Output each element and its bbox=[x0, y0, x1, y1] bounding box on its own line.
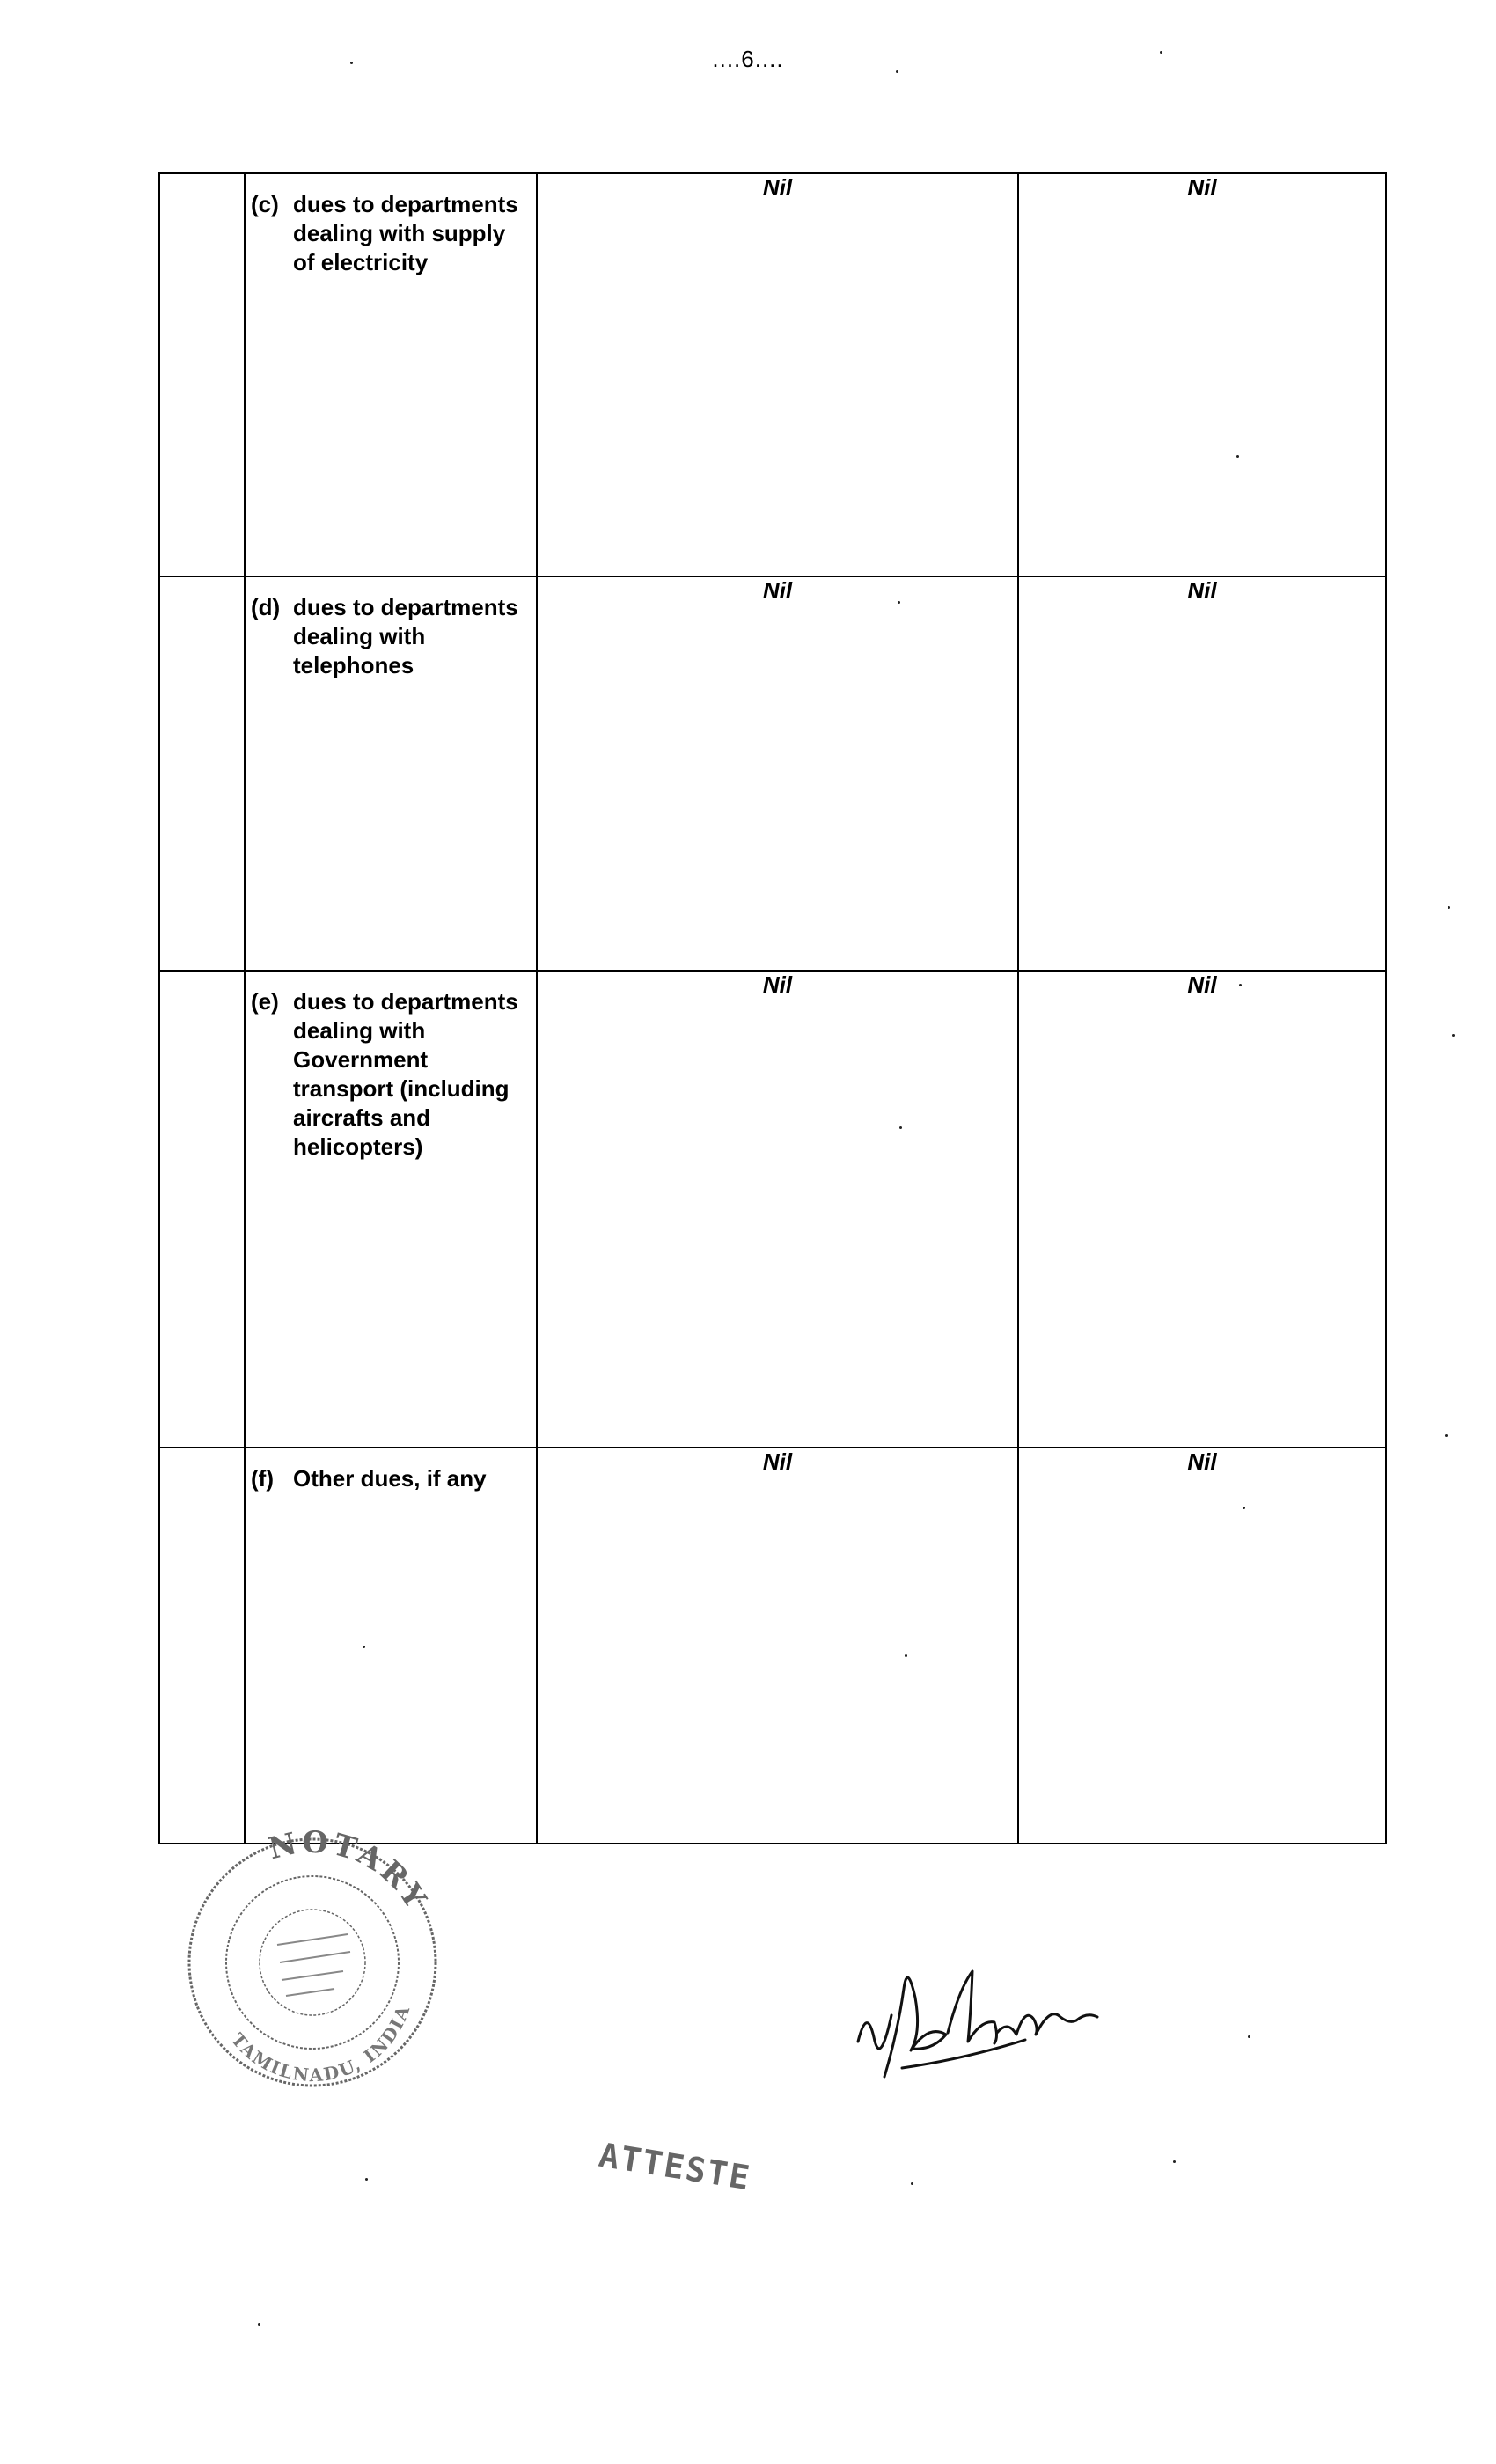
item-letter: (f) bbox=[251, 1465, 274, 1492]
svg-text:NOTARY bbox=[265, 1830, 434, 1918]
scan-speck bbox=[1452, 1034, 1455, 1037]
notary-seal bbox=[167, 1830, 458, 2094]
svg-text:TAMILNADU, INDIA bbox=[227, 2001, 414, 2086]
value-cell bbox=[537, 576, 1018, 971]
serial-cell bbox=[159, 971, 245, 1448]
serial-cell bbox=[159, 173, 245, 576]
scan-speck bbox=[365, 2178, 368, 2181]
value-text: Nil bbox=[762, 972, 793, 998]
seal-top-text: NOTARY bbox=[265, 1830, 435, 1918]
scan-speck bbox=[1248, 2035, 1250, 2038]
value-text: Nil bbox=[762, 1448, 793, 1475]
item-cell bbox=[245, 971, 537, 1448]
scan-speck bbox=[350, 62, 353, 64]
item-description: dues to departments dealing with telephones bbox=[293, 594, 518, 678]
scan-speck bbox=[1239, 984, 1242, 986]
scan-speck bbox=[1173, 2160, 1176, 2163]
signature bbox=[849, 1936, 1113, 2086]
value-cell bbox=[1018, 576, 1386, 971]
value-text: Nil bbox=[762, 174, 793, 201]
table-row bbox=[159, 173, 1386, 576]
scan-speck bbox=[898, 601, 900, 604]
serial-cell bbox=[159, 576, 245, 971]
scan-speck bbox=[363, 1646, 365, 1648]
seal-bottom-text: TAMILNADU, INDIA bbox=[226, 2001, 414, 2086]
scan-speck bbox=[1243, 1507, 1245, 1509]
scan-speck bbox=[258, 2323, 260, 2326]
item-letter: (e) bbox=[251, 988, 279, 1015]
serial-cell bbox=[159, 1448, 245, 1844]
item-letter: (d) bbox=[251, 594, 281, 620]
scan-speck bbox=[899, 1126, 902, 1129]
value-text: Nil bbox=[1187, 1448, 1217, 1475]
table-row bbox=[159, 1448, 1386, 1844]
scan-speck bbox=[1236, 455, 1239, 458]
value-text: Nil bbox=[1187, 577, 1217, 604]
scan-speck bbox=[905, 1654, 907, 1657]
page-number: ....6.... bbox=[712, 46, 784, 72]
value-text: Nil bbox=[1187, 174, 1217, 201]
value-cell bbox=[1018, 1448, 1386, 1844]
item-description: dues to departments dealing with Government transport (including aircrafts and helicopters) bbox=[293, 988, 518, 1160]
value-cell bbox=[537, 1448, 1018, 1844]
value-text: Nil bbox=[762, 577, 793, 604]
item-description: dues to departments dealing with supply of electricity bbox=[293, 191, 518, 275]
item-letter: (c) bbox=[251, 191, 279, 217]
value-cell bbox=[1018, 173, 1386, 576]
scan-speck bbox=[1160, 51, 1162, 54]
value-cell bbox=[537, 173, 1018, 576]
scan-speck bbox=[1448, 906, 1450, 909]
item-cell bbox=[245, 173, 537, 576]
value-cell bbox=[537, 971, 1018, 1448]
table-row bbox=[159, 971, 1386, 1448]
scan-speck bbox=[1445, 1434, 1448, 1437]
table-row bbox=[159, 576, 1386, 971]
dues-table bbox=[158, 172, 1387, 1844]
value-text: Nil bbox=[1187, 972, 1217, 998]
item-description: Other dues, if any bbox=[293, 1465, 487, 1492]
item-cell bbox=[245, 576, 537, 971]
item-cell bbox=[245, 1448, 537, 1844]
scan-speck bbox=[911, 2182, 913, 2185]
attested-stamp: ATTESTE bbox=[596, 2135, 754, 2198]
value-cell bbox=[1018, 971, 1386, 1448]
scan-speck bbox=[896, 70, 898, 73]
